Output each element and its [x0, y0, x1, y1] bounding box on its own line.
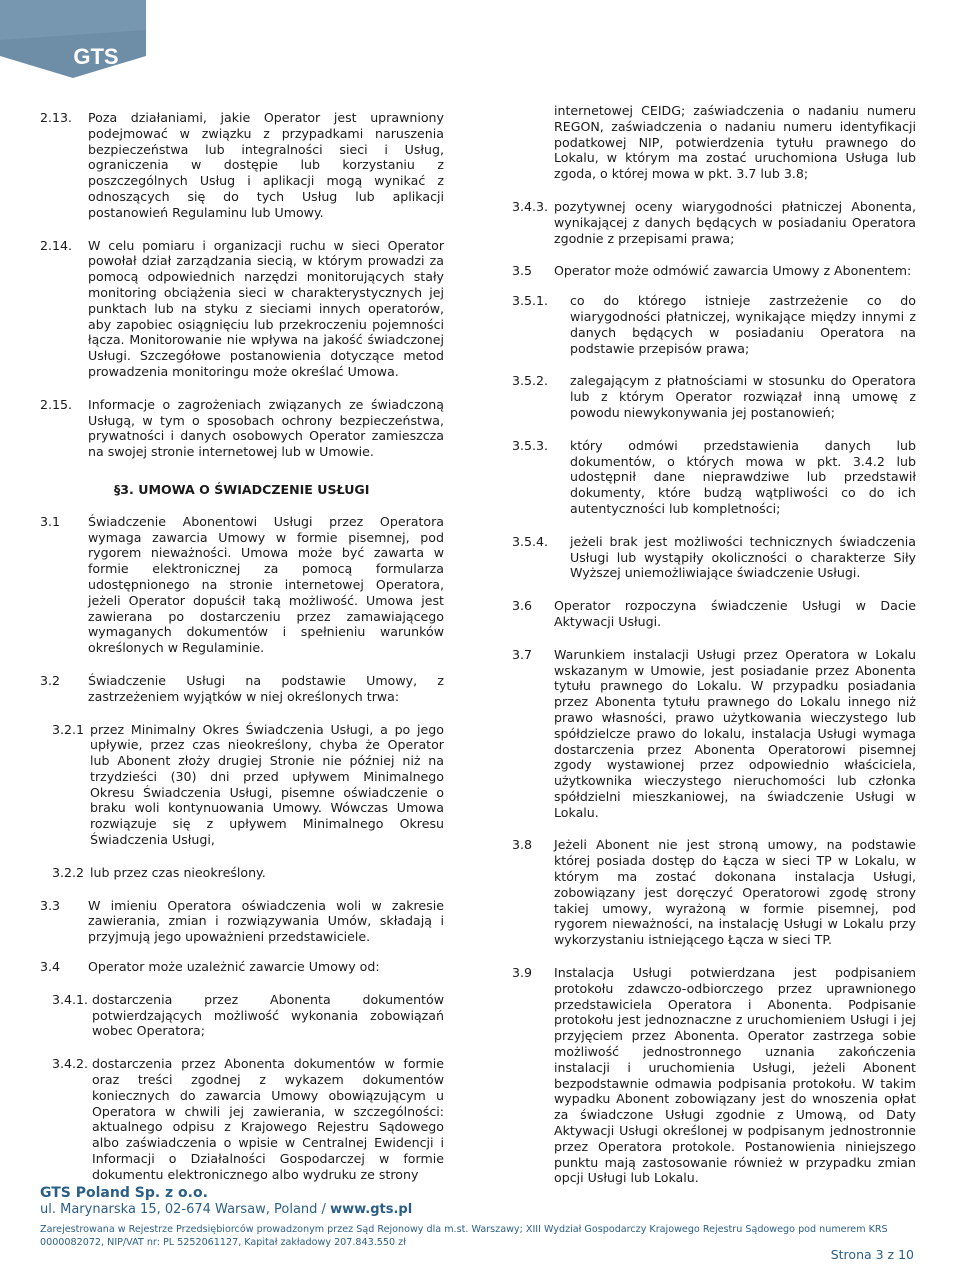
- section-3-6: [512, 598, 916, 630]
- page-number: Strona 3 z 10: [830, 1247, 914, 1262]
- section-3-4-2: [40, 1056, 444, 1182]
- section-number: 3.1: [40, 513, 61, 529]
- section-3-2-2: [40, 865, 444, 881]
- section-3-5-1: [512, 293, 916, 356]
- section-text: Instalacja Usługi potwierdzana jest podpisaniem protokołu zdawczo-odbiorczego przez uprawnionego przedstawiciela Operatora i Abonenta. Podpisanie protokołu jest jednoznaczne z uruchomieniem Usługi i jej przyjęciem przez Abonenta. Operator zastrzega sobie możliwość jednostronnego uznania zakończenia instalacji i uruchomienia Usługi, jeżeli Abonent bezpodstawnie odmawia podpisania protokołu. W takim wypadku Abonent zobowiązany jest do wnoszenia opłat za świadczone Usługi zgodnie z Umową, od Daty Aktywacji Usługi określonej w podpisanym jednostronnie przez Operatora protokole. Postanowienia niniejszego punktu mają zastosowanie również w przypadku zmian opcji Usługi lub Lokalu.: [554, 965, 916, 1186]
- footer-address-text: ul. Marynarska 15, 02-674 Warsaw, Poland /: [40, 1202, 331, 1217]
- section-text: przez Minimalny Okres Świadczenia Usługi, a po jego upływie, przez czas nieokreślony, chyba że Operator lub Abonent złoży drugiej Stronie nie później niż na trzydzieści (30) dni przed upływem Minimalnego Okresu Świadczenia Usługi, pisemne oświadczenie o braku woli kontynuowania Umowy. Wówczas Umowa rozwiązuje się z upływem Minimalnego Okresu Świadczenia Usługi,: [90, 721, 444, 848]
- section-3-4-2-continued: [512, 103, 916, 182]
- section-number: 3.4: [40, 959, 61, 975]
- right-column: [512, 103, 916, 1186]
- section-number: 3.7: [512, 646, 533, 662]
- section-3-2: [40, 673, 444, 705]
- gts-logo: [0, 0, 146, 78]
- logo-text: GTS: [73, 44, 119, 69]
- section-text: Świadczenie Abonentowi Usługi przez Operatora wymaga zawarcia Umowy w formie pisemnej, pod rygorem nieważności. Umowa może być zawarta w formie elektronicznej za pomocą formularza udostępnionego na stronie internetowej Operatora, jeżeli Operator dopuścił taką możliwość. Umowa jest zawierana po dostarczeniu przez zamawiającego wymaganych dokumentów i spełnieniu warunków określonych w Regulaminie.: [88, 513, 444, 656]
- section-text: jeżeli brak jest możliwości technicznych świadczenia Usługi lub wystąpiły okoliczności o charakterze Siły Wyższej uniemożliwiające świadczenie Usługi.: [570, 533, 916, 581]
- footer-website-link[interactable]: www.gts.pl: [330, 1202, 413, 1217]
- section-text: internetowej CEIDG; zaświadczenia o nadaniu numeru REGON, zaświadczenia o nadaniu numeru identyfikacji podatkowej NIP, potwierdzenia tytułu prawnego do Lokalu, w którym ma zostać uruchomiona Usługa lub zgoda, o której mowa w pkt. 3.7 lub 3.8;: [554, 103, 916, 182]
- section-text: co do którego istnieje zastrzeżenie co do wiarygodności płatniczej, wynikające między innymi z danych będących w posiadaniu Operatora na podstawie przepisów prawa;: [570, 293, 916, 356]
- section-text: Operator rozpoczyna świadczenie Usługi w Dacie Aktywacji Usługi.: [554, 598, 916, 629]
- section-2-14: [40, 238, 444, 380]
- section-text: dostarczenia przez Abonenta dokumentów w formie oraz treści zgodnej z wykazem dokumentów koniecznych do zawarcia Umowy obowiązującym u Operatora w chwili jej zawierania, w szczególności: aktualnego odpisu z Krajowego Rejestru Sądowego albo zaświadczenia o wpisie w Centralnej Ewidencji i Informacji o Działalności Gospodarczej w formie dokumentu elektronicznego albo wydruku ze strony: [92, 1056, 444, 1182]
- section-3-1: [40, 514, 444, 656]
- section-2-13: [40, 110, 444, 221]
- section-number: 3.5: [512, 263, 533, 279]
- section-3-7: [512, 647, 916, 821]
- section-number: 3.2.2: [52, 864, 85, 880]
- section-number: 2.15.: [40, 396, 73, 412]
- section-text: W imieniu Operatora oświadczenia woli w zakresie zawierania, zmian i rozwiązywania Umów, składają i przyjmują jego upoważnieni przedstawiciele.: [88, 897, 444, 945]
- section-text: W celu pomiaru i organizacji ruchu w sieci Operator powołał dział zarządzania siecią, w którym prowadzi za pomocą odpowiednich narzędzi monitorujących stały monitoring obciążenia sieci w charakterystycznych jej punktach lub na styku z sieciami innych operatorów, aby zapobiec osiągnięciu lub przekroczeniu pojemności łącza. Monitorowanie nie wpływa na jakość świadczonej Usługi. Szczegółowe postanowienia dotyczące metod prowadzenia monitoringu może określać Umowa.: [88, 237, 444, 379]
- section-3-2-1: [40, 722, 444, 848]
- section-3-8: [512, 837, 916, 948]
- section-text: pozytywnej oceny wiarygodności płatniczej Abonenta, wynikającej z danych będących w posiadaniu Operatora zgodnie z przepisami prawa;: [554, 198, 916, 246]
- section-number: 3.2.1: [52, 721, 85, 737]
- section-text: Poza działaniami, jakie Operator jest uprawniony podejmować w związku z przypadkami naruszenia bezpieczeństwa lub integralności sieci i Usług, ograniczenia w dostępie lub korzystaniu z poszczególnych Usług i aplikacji mogą wynikać z odnoszących się do tych Usług lub aplikacji postanowień Regulaminu lub Umowy.: [88, 110, 444, 220]
- section-number: 3.3: [40, 897, 61, 913]
- section-number: 2.14.: [40, 237, 73, 253]
- section-3-5-4: [512, 534, 916, 581]
- section-text: Operator może uzależnić zawarcie Umowy od:: [88, 959, 380, 975]
- section-number: 3.4.3.: [512, 198, 549, 214]
- section-number: 3.6: [512, 598, 533, 614]
- section-text: który odmówi przedstawienia danych lub dokumentów, o których mowa w pkt. 3.4.2 lub udostępnił dane nieprawdziwe lub przedstawił dokumenty, które budzą wątpliwości co do ich autentyczności lub kompletności;: [570, 437, 916, 516]
- section-3-5-3: [512, 438, 916, 517]
- section-number: 3.5.3.: [512, 437, 549, 453]
- section-number: 3.8: [512, 837, 533, 853]
- section-number: 3.4.1.: [52, 991, 89, 1007]
- section-3-5-2: [512, 373, 916, 420]
- footer-address: [40, 1202, 412, 1217]
- section-text: dostarczenia przez Abonenta dokumentów potwierdzających możliwość wykonania zobowiązań wobec Operatora;: [92, 991, 444, 1039]
- section-3-9: [512, 965, 916, 1186]
- section-number: 2.13.: [40, 110, 73, 125]
- section-number: 3.9: [512, 965, 533, 981]
- section-3-3: [40, 898, 444, 945]
- section-number: 3.5.2.: [512, 373, 549, 389]
- section-2-15: [40, 397, 444, 460]
- section-number: 3.5.1.: [512, 293, 549, 309]
- section-text: Warunkiem instalacji Usługi przez Operatora w Lokalu wskazanym w Umowie, jest posiadanie przez Abonenta tytułu prawnego do Lokalu. W przypadku posiadania przez Abonenta tytułu prawnego do Lokalu innego niż prawo własności, prawo użytkowania wieczystego lub spółdzielcze prawo do lokalu, instalacja Usługi wymaga dostarczenia przez Abonenta Operatorowi pisemnej zgody wystawionej przez odpowiednio właściciela, użytkownika wieczystego nieruchomości lub członka spółdzielni mieszkaniowej, na świadczenie Usługi w Lokalu.: [554, 646, 916, 820]
- footer-registration-info: Zarejestrowana w Rejestrze Przedsiębiorców prowadzonym przez Sąd Rejonowy dla m.st. Warszawy; XIII Wydział Gospodarczy Krajowego Rejestru Sądowego pod numerem KRS 0000082072, NIP/VAT nr: PL 5252061127, Kapitał zakładowy 207.843.550 zł: [40, 1224, 888, 1248]
- section-text: Operator może odmówić zawarcia Umowy z Abonentem:: [554, 263, 912, 279]
- section-text: Jeżeli Abonent nie jest stroną umowy, na podstawie której posiada dostęp do Łącza w sieci TP w Lokalu, w którym ma zostać dokonana instalacja Usługi, zobowiązany jest doręczyć Operatorowi zgodę strony takiej umowy, wyrażoną w formie pisemnej, pod rygorem nieważności, na instalację Usługi w Lokalu przy wykorzystaniu istniejącego Łącza w sieci TP.: [554, 837, 916, 948]
- section-3-4-1: [40, 992, 444, 1039]
- section-number: 3.2: [40, 672, 61, 688]
- section-text: Świadczenie Usługi na podstawie Umowy, z zastrzeżeniem wyjątków w niej określonych trwa:: [88, 672, 444, 704]
- section-text: zalegającym z płatnościami w stosunku do Operatora lub z którym Operator rozwiązał inną umowę z powodu niewykonywania jej postanowień;: [570, 373, 916, 420]
- section-3-4: [40, 959, 444, 975]
- section-3-5: [512, 263, 916, 279]
- section-3-4-3: [512, 199, 916, 246]
- left-column: [40, 110, 444, 1183]
- section-text: Informacje o zagrożeniach związanych ze świadczoną Usługą, w tym o sposobach ochrony bezpieczeństwa, prywatności i danych osobowych Operator zamieszcza na swojej stronie internetowej lub w Umowie.: [88, 396, 444, 460]
- section-number: 3.5.4.: [512, 533, 549, 549]
- footer-company-name: GTS Poland Sp. z o.o.: [40, 1185, 208, 1201]
- section-heading: §3. UMOWA O ŚWIADCZENIE USŁUGI: [114, 481, 370, 497]
- section-text: lub przez czas nieokreślony.: [90, 864, 266, 880]
- section-number: 3.4.2.: [52, 1056, 89, 1072]
